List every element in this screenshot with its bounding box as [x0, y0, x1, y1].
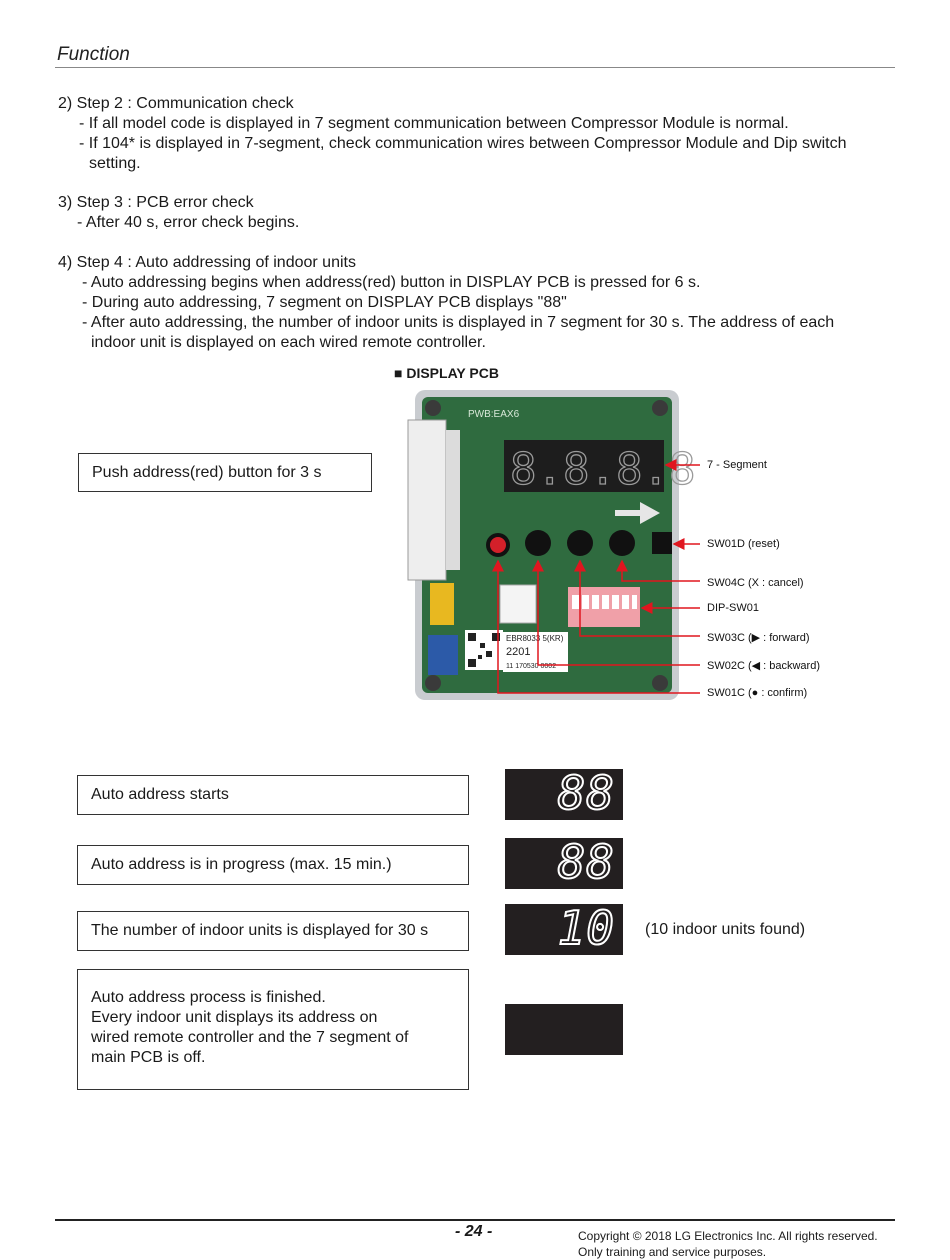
sequence-step-2-box: [77, 845, 469, 885]
callout-sw01c: SW01C (● : confirm): [707, 687, 808, 699]
sticker-code: 2201: [506, 646, 531, 658]
callout-sw02c: SW02C (◀ : backward): [707, 660, 820, 672]
step3-title: 3) Step 3 : PCB error check: [58, 194, 254, 211]
usage-note: Only training and service purposes.: [578, 1245, 767, 1259]
sw01d-button: [652, 532, 672, 554]
segment-display-2-value: 88: [557, 835, 615, 889]
sequence-step-4-box: [77, 969, 469, 1090]
sequence-step-4-line4: main PCB is off.: [91, 1049, 206, 1066]
callout-dip-sw01: DIP-SW01: [707, 602, 759, 614]
seven-segment-digits: 8.8.8.8: [510, 444, 696, 495]
callout-sw03c: SW03C (▶ : forward): [707, 632, 810, 644]
sticker-serial: 11 170530 0002: [506, 663, 557, 670]
callout-sw01d: SW01D (reset): [707, 538, 780, 550]
step4-line1: - Auto addressing begins when address(red) button in DISPLAY PCB is pressed for 6 s.: [82, 274, 701, 291]
sequence-step-1-text: Auto address starts: [91, 786, 229, 803]
sequence-step-4-line1: Auto address process is finished.: [91, 989, 326, 1006]
step2-line2a: - If 104* is displayed in 7-segment, check communication wires between Compressor Module and Dip switch: [79, 135, 847, 152]
sequence-step-4-line2: Every indoor unit displays its address on: [91, 1009, 378, 1026]
sw03c-button: [567, 530, 593, 556]
push-address-box: [78, 453, 372, 492]
pcb-board-label: PWB:EAX6: [468, 409, 520, 420]
sw04c-button: [609, 530, 635, 556]
callout-sw04c: SW04C (X : cancel): [707, 577, 804, 589]
segment-display-3-value: 10: [557, 901, 615, 955]
page-number: - 24 -: [455, 1223, 493, 1240]
step2-line1: - If all model code is displayed in 7 segment communication between Compressor Module is normal.: [79, 115, 789, 132]
step4-line2: - During auto addressing, 7 segment on DISPLAY PCB displays "88": [82, 294, 567, 311]
sequence-step-3-box: [77, 911, 469, 951]
step2-title: 2) Step 2 : Communication check: [58, 95, 294, 112]
segment-display-1: [505, 766, 623, 820]
step4-title: 4) Step 4 : Auto addressing of indoor units: [58, 254, 356, 271]
footer-divider: [55, 1219, 895, 1221]
segment-display-1-value: 88: [557, 766, 615, 820]
indoor-units-found-note: (10 indoor units found): [645, 921, 806, 938]
display-pcb-title: ■ DISPLAY PCB: [394, 365, 499, 381]
sequence-step-2-text: Auto address is in progress (max. 15 min.): [91, 856, 392, 873]
sequence-step-1-box: [77, 775, 469, 815]
address-red-button: [490, 537, 506, 553]
yellow-connector: [430, 583, 454, 625]
segment-display-3: [505, 901, 623, 955]
step3-line1: - After 40 s, error check begins.: [77, 214, 300, 231]
segment-display-4-off: [505, 1004, 623, 1055]
step4-line3b: indoor unit is displayed on each wired remote controller.: [91, 334, 486, 351]
pcb-connector: [408, 420, 446, 580]
segment-display-2: [505, 835, 623, 889]
step2-line2b: setting.: [89, 155, 141, 172]
footer-copyright: [578, 1228, 878, 1260]
header-divider: [55, 67, 895, 68]
step4-line3a: - After auto addressing, the number of indoor units is displayed in 7 segment for 30 s. The address of each: [82, 314, 835, 331]
callout-7-segment: 7 - Segment: [707, 459, 767, 471]
copyright-text: Copyright © 2018 LG Electronics Inc. All rights reserved.: [578, 1229, 878, 1243]
sequence-step-3-text: The number of indoor units is displayed for 30 s: [91, 922, 429, 939]
sequence-step-4-line3: wired remote controller and the 7 segment of: [91, 1029, 409, 1046]
blue-connector: [428, 635, 458, 675]
sticker-model: EBR8033 5(KR): [506, 634, 564, 643]
page-section-title: Function: [57, 44, 130, 65]
sw02c-button: [525, 530, 551, 556]
push-address-text: Push address(red) button for 3 s: [92, 463, 322, 481]
